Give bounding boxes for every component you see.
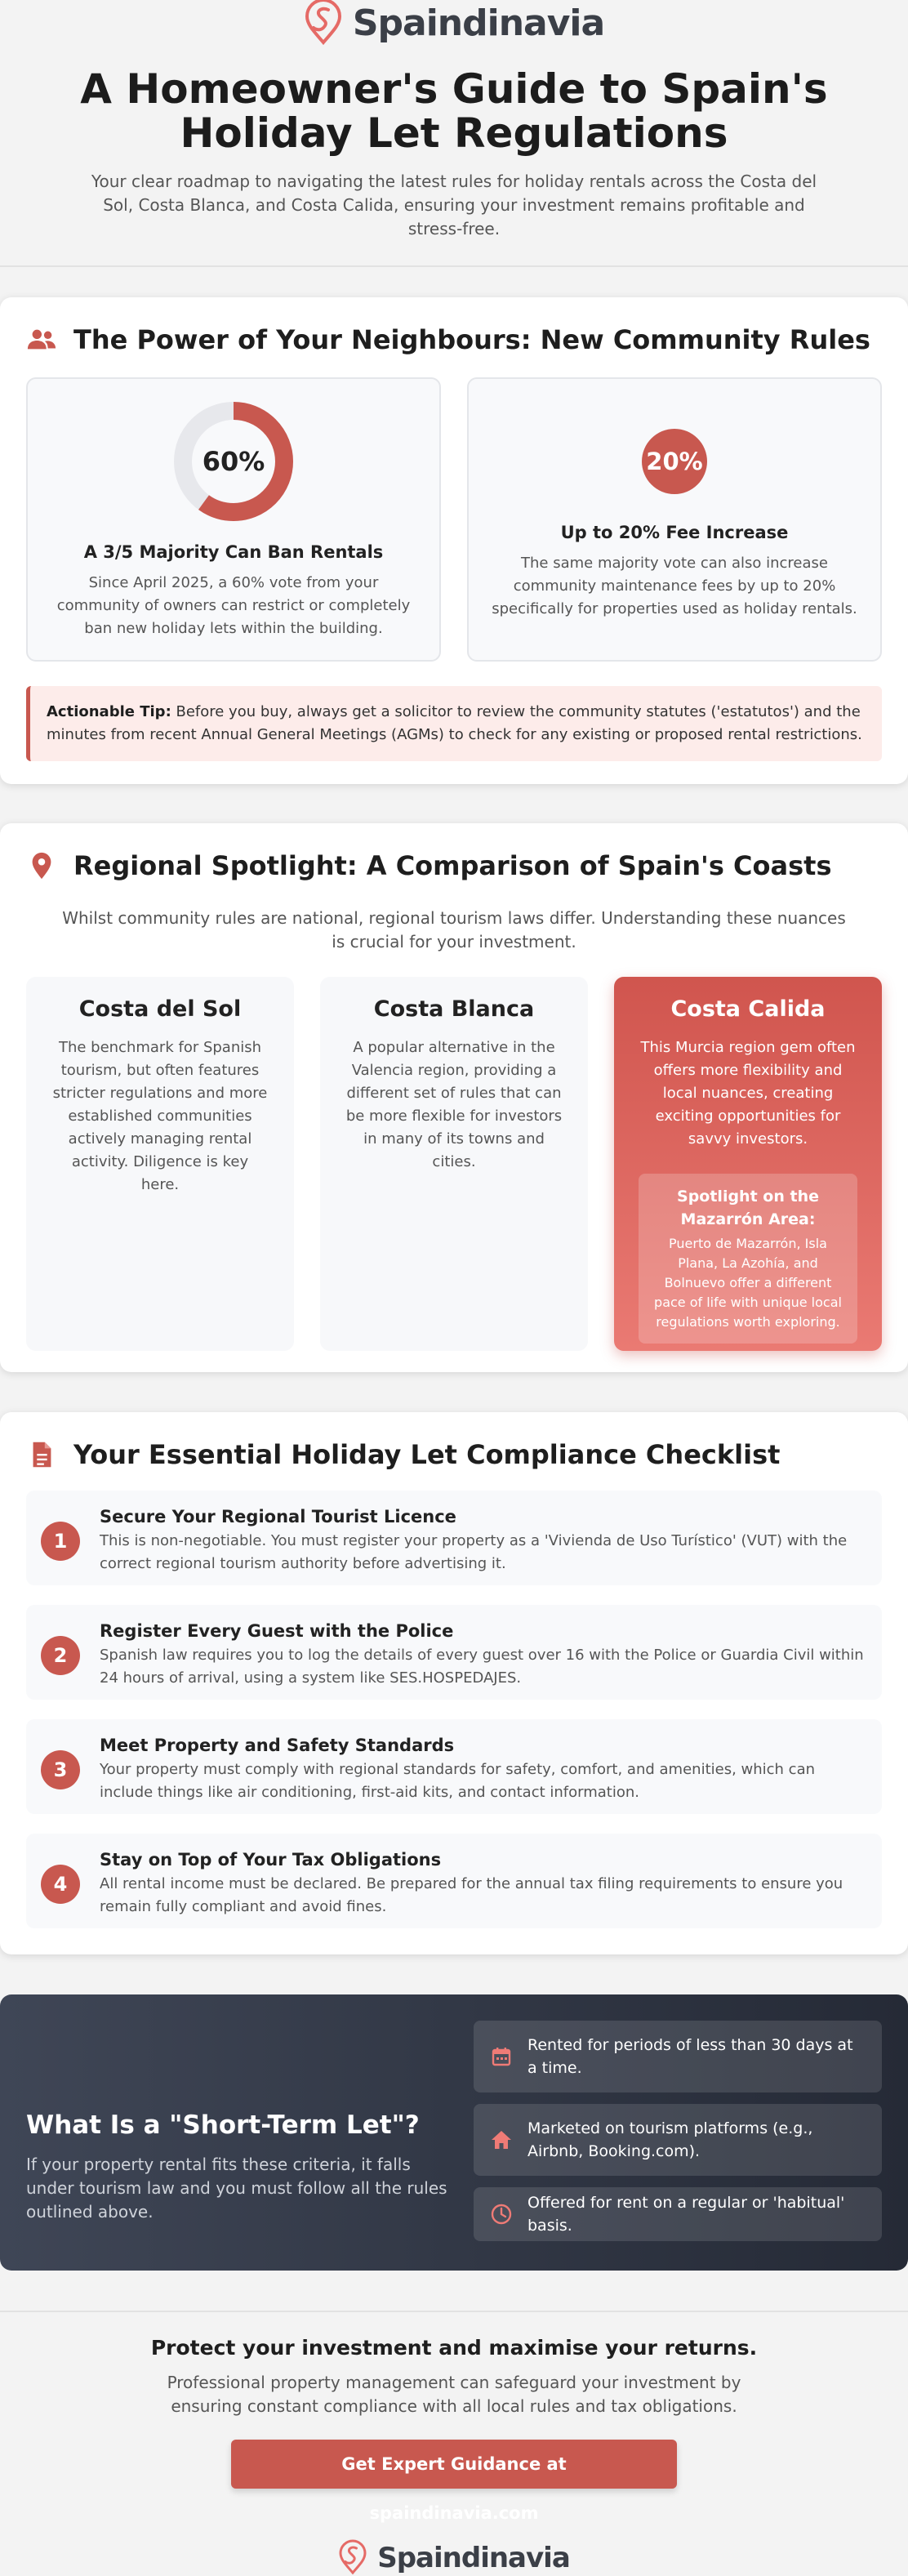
- donut-chart: [172, 400, 295, 523]
- criterion-text: Rented for periods of less than 30 days at a time.: [527, 2036, 853, 2077]
- calendar-icon: [490, 2045, 513, 2068]
- divider: [0, 2311, 908, 2312]
- step-text: This is non-negotiable. You must register your property as a 'Vivienda de Uso Turístico' (VUT) with the correct regional tourism authority before advertising it.: [100, 1532, 848, 1572]
- checklist-item: [26, 1719, 882, 1814]
- coast-name: Costa Blanca: [373, 996, 535, 1022]
- section-title: [26, 323, 882, 356]
- checklist-item: [26, 1605, 882, 1700]
- expert-guidance-button[interactable]: Get Expert Guidance at spaindinavia.com: [231, 2440, 677, 2489]
- header-logo[interactable]: [0, 0, 908, 46]
- step-text: Your property must comply with regional standards for safety, comfort, and amenities, which can include things like air conditioning, first-aid kits, and contact information.: [100, 1761, 816, 1801]
- coast-text: This Murcia region gem often offers more flexibility and local nuances, creating exciting opportunities for savvy investors.: [640, 1039, 856, 1148]
- criterion-text: Marketed on tourism platforms (e.g., Airbnb, Booking.com).: [527, 2119, 813, 2160]
- short-term-let-section: [0, 1994, 908, 2271]
- coast-name: Costa Calida: [670, 996, 826, 1022]
- criterion-item: [474, 2187, 882, 2241]
- divider: [0, 265, 908, 267]
- stat-card-fee: [467, 377, 882, 662]
- stat-text: Since April 2025, a 60% vote from your community of owners can restrict or completely ban new holiday lets within the building.: [56, 574, 411, 637]
- criterion-text: Offered for rent on a regular or 'habitual' basis.: [527, 2194, 845, 2235]
- actionable-tip: [26, 686, 882, 761]
- footer-text: Professional property management can safeguard your investment by ensuring constant compliance with all local rules and tax obligations.: [167, 2373, 741, 2416]
- spotlight-text: Puerto de Mazarrón, Isla Plana, La Azohía, and Bolnuevo offer a different pace of life with unique local regulations worth exploring.: [654, 1236, 842, 1330]
- step-text: Spanish law requires you to log the details of every guest over 16 with the Police or Guardia Civil within 24 hours of arrival, using a system like SES.HOSPEDAJES.: [100, 1647, 864, 1687]
- coast-text: The benchmark for Spanish tourism, but often features stricter regulations and more established communities actively managing rental activity. Diligence is key here.: [52, 1039, 268, 1193]
- brand-name: Spaindinavia: [352, 2, 605, 44]
- step-title: Stay on Top of Your Tax Obligations: [100, 1850, 442, 1870]
- spotlight-title: Spotlight on the Mazarrón Area:: [677, 1188, 819, 1228]
- step-number: 1: [41, 1522, 80, 1561]
- step-title: Register Every Guest with the Police: [100, 1621, 454, 1641]
- coast-card-costa-calida: [614, 977, 882, 1351]
- coast-name: Costa del Sol: [78, 996, 242, 1022]
- badge-value: 20%: [646, 448, 703, 475]
- stat-heading: A 3/5 Majority Can Ban Rentals: [83, 542, 384, 562]
- checklist-title: Your Essential Holiday Let Compliance Checklist: [73, 1439, 781, 1470]
- regions-title: Regional Spotlight: A Comparison of Spain's Coasts: [73, 850, 832, 881]
- stat-text: The same majority vote can also increase community maintenance fees by up to 20% specifically for properties used as holiday rentals.: [492, 555, 857, 617]
- checklist-item: [26, 1834, 882, 1928]
- coast-text: A popular alternative in the Valencia region, providing a different set of rules that can be more flexible for investors in many of its towns and cities.: [345, 1039, 563, 1170]
- step-title: Meet Property and Safety Standards: [100, 1736, 455, 1755]
- tip-text: Before you buy, always get a solicitor to review the community statutes ('estatutos') and the minutes from recent Annual General Meetings (AGMs) to check for any existing or proposed rental restrictions.: [47, 703, 862, 743]
- step-number: 3: [41, 1750, 80, 1789]
- stat-heading: Up to 20% Fee Increase: [560, 523, 789, 542]
- section-title: [26, 1438, 882, 1471]
- stat-card-majority: [26, 377, 441, 662]
- community-rules-section: [0, 297, 908, 784]
- tip-label: Actionable Tip:: [47, 703, 171, 720]
- logo-mark-icon: [304, 2, 343, 44]
- step-text: All rental income must be declared. Be prepared for the annual tax filing requirements to ensure you remain fully compliant and avoid fines.: [100, 1875, 843, 1915]
- clock-icon: [490, 2203, 513, 2226]
- section-title: [26, 849, 882, 882]
- criterion-item: [474, 2021, 882, 2092]
- brand-name: Spaindinavia: [377, 2542, 570, 2574]
- step-number: 2: [41, 1636, 80, 1675]
- regions-intro: Whilst community rules are national, regional tourism laws differ. Understanding these nuances is crucial for your investment.: [62, 908, 846, 952]
- users-icon: [26, 324, 57, 355]
- map-pin-icon: [26, 850, 57, 881]
- percent-badge: [642, 429, 707, 494]
- page-subtitle: Your clear roadmap to navigating the latest rules for holiday rentals across the Costa del Sol, Costa Blanca, and Costa Calida, ensuring your investment remains profitable and stress-free.: [91, 172, 817, 238]
- footer-cta: [0, 2336, 908, 2576]
- step-title: Secure Your Regional Tourist Licence: [100, 1507, 456, 1526]
- short-term-title: What Is a "Short-Term Let"?: [26, 2110, 420, 2140]
- checklist-item: [26, 1491, 882, 1585]
- page-title: A Homeowner's Guide to Spain's Holiday Let Regulations: [80, 65, 828, 157]
- community-title: The Power of Your Neighbours: New Community Rules: [73, 324, 870, 355]
- footer-logo[interactable]: [0, 2540, 908, 2576]
- coast-card-costa-blanca: [320, 977, 588, 1351]
- short-term-text: If your property rental fits these criteria, it falls under tourism law and you must follow all the rules outlined above.: [26, 2155, 447, 2222]
- donut-value: 60%: [202, 446, 265, 477]
- document-icon: [26, 1439, 57, 1470]
- mazarron-spotlight: [639, 1174, 857, 1344]
- regional-spotlight-section: [0, 823, 908, 1372]
- compliance-checklist-section: [0, 1412, 908, 1954]
- criterion-item: [474, 2104, 882, 2176]
- home-icon: [490, 2128, 513, 2151]
- step-number: 4: [41, 1865, 80, 1904]
- logo-mark-icon: [338, 2542, 367, 2574]
- coast-card-costa-del-sol: [26, 977, 294, 1351]
- footer-heading: Protect your investment and maximise your returns.: [150, 2336, 758, 2360]
